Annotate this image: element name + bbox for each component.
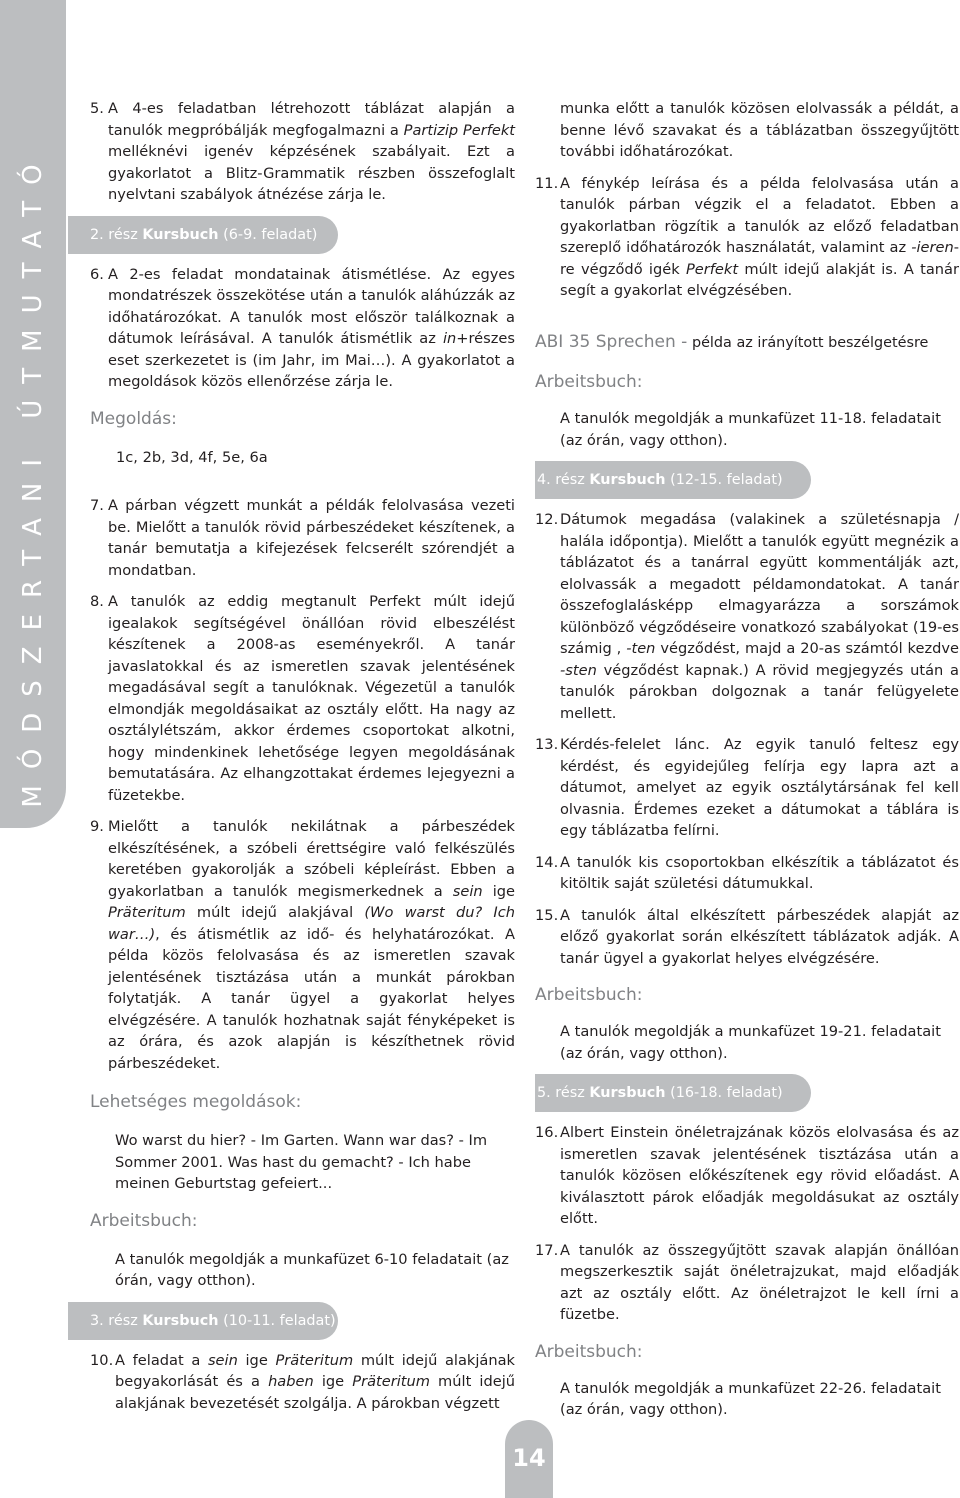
task-number: 6.	[90, 265, 104, 283]
task-number: 16.	[535, 1124, 559, 1141]
task-number: 5.	[90, 100, 104, 117]
task-text: Albert Einstein önéletrajzának közös elolvasása és az ismeretlen szavak jelentésének tisztázása után a tanulók közösen előkészítenek egy rövid előadást. A kiválasztott párok előadják megoldásukat az osztály előtt.	[560, 1124, 959, 1227]
term: Präteritum	[352, 1373, 430, 1390]
task-text: múlt idejű alakjának bevezetését szolgálja. A párokban végzett	[115, 1373, 516, 1412]
task-6	[90, 264, 515, 393]
page-number-tab	[505, 1420, 553, 1498]
task-text: A tanulók az összegyűjtött szavak alapján önállóan megszerkesztik saját önéletrajzukat, majd előadják azt az osztály előtt. Az önéletrajzot le kell írni a füzetbe.	[560, 1241, 959, 1323]
term: haben	[268, 1373, 314, 1390]
task-number: 15.	[535, 906, 559, 924]
task-number: 7.	[90, 497, 104, 514]
workbook-text: A tanulók megoldják a munkafüzet 19-21. feladatait (az órán, vagy otthon).	[560, 1023, 941, 1062]
term: Partizip Perfekt	[403, 121, 515, 139]
section-pill-4	[535, 461, 811, 499]
term: (Wo warst du? Ich war…)	[108, 904, 515, 943]
task-text: melléknévi igenév képzésének szabályait. Ezt a gyakorlatot a Blitz-Grammatik részben összefoglalt nyelvtani szabályok átnézése zárja le.	[108, 143, 515, 203]
left-column	[90, 98, 515, 1414]
page-number: 14	[512, 1444, 546, 1472]
task-text: múlt idejű alakjának begyakorlását és a	[115, 1351, 516, 1390]
term: sein	[207, 1351, 238, 1369]
section-pill-5	[535, 1074, 811, 1112]
pill-suffix: (6-9. feladat)	[218, 226, 318, 243]
solution-text: 1c, 2b, 3d, 4f, 5e, 6a	[116, 448, 268, 466]
task-number: 12.	[535, 511, 559, 528]
task-text: -re végződő igék	[560, 239, 959, 278]
pill-prefix: 5. rész	[537, 1085, 590, 1101]
pill-book: Kursbuch	[589, 472, 666, 488]
task-17	[535, 1240, 959, 1326]
pill-book: Kursbuch	[142, 1312, 219, 1329]
task-text: A tanulók az eddig megtanult Perfekt múlt idejű igealakok segítségével önállóan rövid elbeszélést készítenek a 2008-as eseményekről. A tanár javaslatokkal és az ismeretlen szavak jelentésének megadásával segít a tanulóknak. Végezetül a tanulók elmondják megoldásaikat az osztály előtt. Ha nagy az osztálylétszám, akkor érdemes csoportokat alkotni, hogy mindenkinek lehetősége legyen megoldásának bemutatására. Az elhangzottakat érdemes lejegyezni a füzetekbe.	[108, 593, 515, 804]
task-text: ige	[237, 1351, 276, 1369]
term: Perfekt	[685, 260, 739, 278]
term: -ten	[626, 640, 656, 657]
workbook-text: A tanulók megoldják a munkafüzet 22-26. feladatait (az órán, vagy otthon).	[560, 1379, 941, 1418]
abi-heading	[535, 332, 959, 355]
task-number: 14.	[535, 853, 559, 871]
task-5	[90, 98, 515, 206]
task-7	[90, 495, 515, 581]
task-text: Mielőtt a tanulók nekilátnak a párbeszédek elkészítésének, a szóbeli érettségire való felkészülés keretében gyakorolják a szóbeli képleírást. Ebben a gyakorlatban a tanulók megismerkednek a	[108, 818, 515, 900]
task-text: Dátumok megadása (valakinek a születésnapja / halála időpontja). Mielőtt a tanulók együtt megnézik a táblázatot és a tanárral együtt kommentálják azt, elolvassák a megadott példamondatokat. A tanár összefoglalásképp elmagyarázza a sorszámok különböző végződéseire vonatkozó szabályokat (19-es számig ,	[560, 511, 959, 657]
task-text: Kérdés-felelet lánc. Az egyik tanuló feltesz egy kérdést, és egyidejűleg felírja egy lapra azt a dátumot, amelyet az egyik osztálytársának fel kell olvasnia. Érdemes ezeket a dátumokat a táblára is egy táblázatba felírni.	[560, 736, 959, 839]
solution-heading: Megoldás:	[90, 408, 177, 429]
task-text: ige	[482, 882, 515, 900]
task-number: 13.	[535, 736, 559, 753]
workbook-text: A tanulók megoldják a munkafüzet 11-18. feladatait (az órán, vagy otthon).	[560, 410, 941, 449]
sidebar-band	[0, 0, 66, 828]
section-pill-3	[68, 1302, 338, 1340]
pill-suffix: (16-18. feladat)	[665, 1085, 783, 1101]
task-number: 9.	[90, 818, 104, 835]
task-text: A tanulók által elkészített párbeszédek alapját az előző gyakorlat során elkészített táblázatok adják. A tanár ügyel a gyakorlat helyes elvégzésére.	[560, 906, 959, 967]
task-text: ige	[313, 1373, 353, 1390]
task-13	[535, 734, 959, 842]
task-text: A párban végzett munkát a példák felolvasása vezeti be. Mielőtt a tanulók rövid párbeszédeket készítenek, a tanár bemutatja a kifejezések felcserélt szórendjét a mondatban.	[108, 497, 515, 579]
term: Präteritum	[275, 1351, 354, 1369]
task-11	[535, 173, 959, 302]
possible-solutions-text: Wo warst du hier? - Im Garten. Wann war das? - Im Sommer 2001. Was hast du gemacht? - Ich habe meinen Geburtstag gefeiert...	[115, 1132, 488, 1192]
possible-solutions-heading: Lehetséges megoldások:	[90, 1092, 302, 1112]
task-9	[90, 816, 515, 1074]
task-number: 17.	[535, 1241, 559, 1259]
pill-book: Kursbuch	[589, 1085, 666, 1101]
task-8	[90, 591, 515, 806]
task-text: végződést, majd a 20-as számtól kezdve	[655, 640, 959, 657]
task-text: múlt idejű alakját is. A tanár segít a gyakorlat elvégzésében.	[560, 260, 959, 299]
pill-book: Kursbuch	[142, 226, 219, 243]
abi-title: ABI 35 Sprechen -	[535, 331, 688, 352]
task-text: múlt idejű alakjával	[185, 904, 365, 921]
right-column	[535, 98, 959, 1421]
term: sein	[452, 882, 483, 900]
term: in	[442, 330, 457, 347]
workbook-heading: Arbeitsbuch:	[90, 1210, 198, 1231]
task-number: 8.	[90, 593, 104, 610]
task-14	[535, 852, 959, 895]
task-15	[535, 905, 959, 970]
workbook-text: A tanulók megoldják a munkafüzet 6-10 feladatait (az órán, vagy otthon).	[115, 1250, 509, 1289]
abi-subtitle: példa az irányított beszélgetésre	[691, 334, 929, 351]
task-10	[90, 1350, 515, 1415]
task-text: végződést kapnak.) A rövid megjegyzés után a tanulók párokban dolgoznak a tanár felügyelete mellett.	[560, 661, 959, 722]
task-text: A feladat a	[115, 1351, 208, 1369]
task-text: +részes eset szerkezetet is (im Jahr, im Mai…). A gyakorlatot a megoldások közös ellenőrzése zárja le.	[108, 330, 515, 390]
task-10-continued: munka előtt a tanulók közösen elolvassák a példát, a benne lévő szavakat és a táblázatban összegyűjtött további időhatározókat.	[560, 100, 959, 160]
task-12	[535, 509, 959, 724]
workbook-heading: Arbeitsbuch:	[535, 1341, 643, 1362]
pill-suffix: (10-11. feladat)	[218, 1312, 336, 1329]
task-text: A 2-es feladat mondatainak átismétlése. Az egyes mondatrészek összekötése után a tanulók aláhúzzák az időhatározókat. A tanulók most először találkoznak a dátumok leírásával. A tanulók átismétlik az	[108, 265, 515, 347]
workbook-heading: Arbeitsbuch:	[535, 985, 643, 1005]
sidebar-title: MÓDSZERTANI ÚTMUTATÓ	[18, 148, 48, 808]
pill-prefix: 2. rész	[90, 226, 143, 243]
term: -ieren	[911, 239, 954, 256]
workbook-heading: Arbeitsbuch:	[535, 372, 643, 392]
task-text: A fénykép leírása és a példa felolvasása után a tanulók párban végzik el a feladatot. Ebben a gyakorlatban rögzítik a tanulók az előző feladatban szereplő időhatározók használatát, valamint az	[560, 174, 959, 256]
task-number: 10.	[90, 1351, 114, 1369]
pill-prefix: 3. rész	[90, 1312, 143, 1329]
term: Präteritum	[108, 904, 186, 921]
section-pill-2	[68, 216, 338, 254]
task-number: 11.	[535, 174, 559, 192]
term: -sten	[560, 661, 597, 679]
task-text: A 4-es feladatban létrehozott táblázat alapján a tanulók megpróbálják megfogalmazni a	[108, 100, 515, 139]
pill-suffix: (12-15. feladat)	[665, 472, 783, 488]
task-16	[535, 1122, 959, 1230]
task-text: , és átismétlik az idő- és helyhatározókat. A példa közös felolvasása és az ismeretlen szavak jelentésének tisztázása után a munkát párokban folytatják. A tanár ügyel a gyakorlat helyes elvégzésére. A tanulók hozhatnak saját fényképeket is az órára, és azok alapján is készíthetnek rövid párbeszédeket.	[108, 925, 515, 1072]
pill-prefix: 4. rész	[537, 472, 590, 488]
task-text: A tanulók kis csoportokban elkészítik a táblázatot és kitöltik saját születési dátumukkal.	[560, 853, 959, 892]
